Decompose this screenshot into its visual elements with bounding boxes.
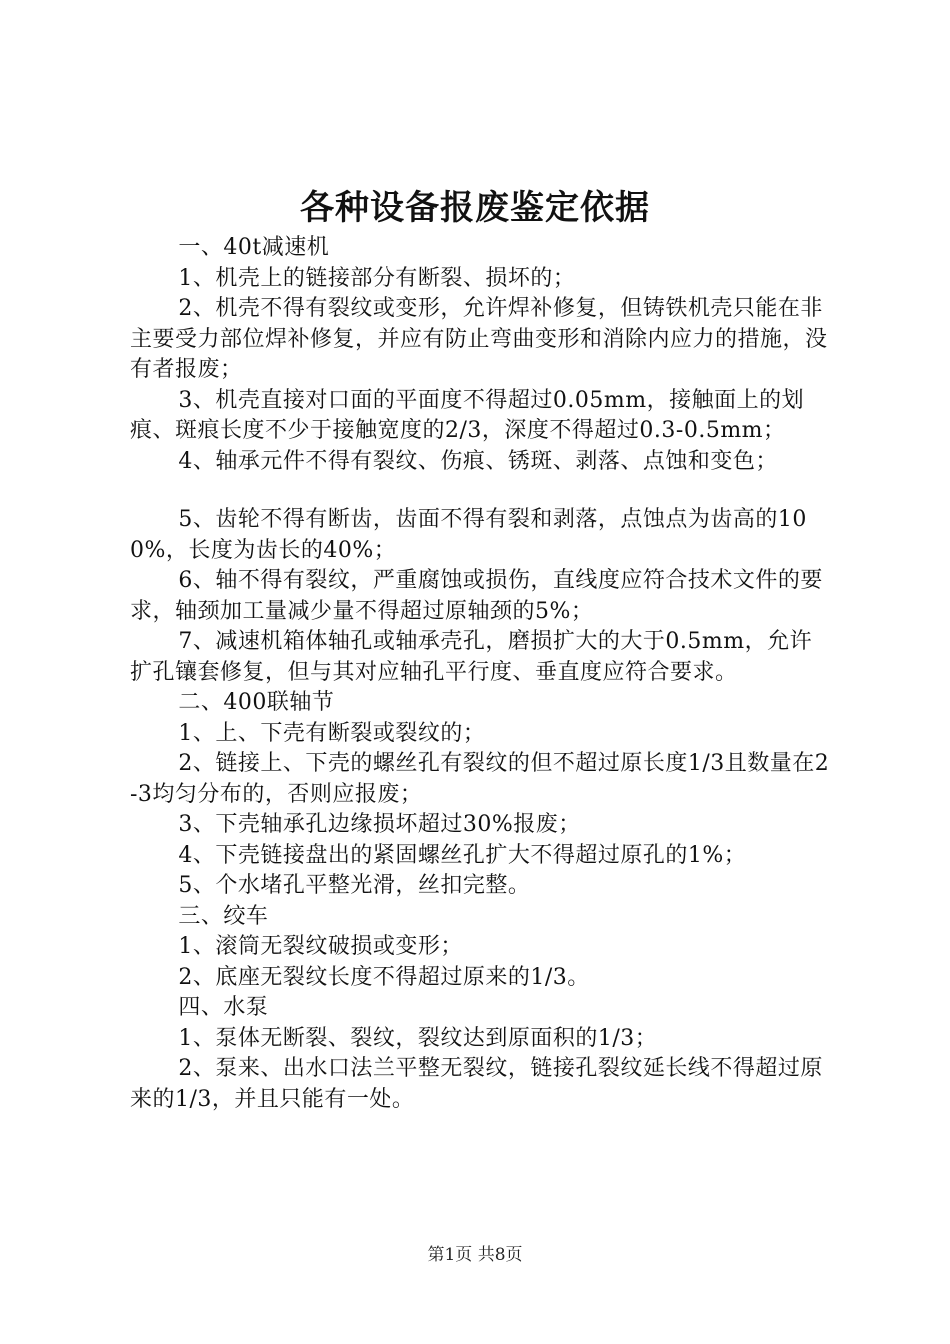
paragraph: 4、轴承元件不得有裂纹、伤痕、锈斑、剥落、点蚀和变色； (178, 448, 778, 474)
paragraph: 4、下壳链接盘出的紧固螺丝孔扩大不得超过原孔的1%； (178, 842, 747, 868)
section-heading: 四、水泵 (178, 995, 269, 1020)
paragraph: 1、滚筒无裂纹破损或变形； (178, 934, 463, 959)
paragraph: 2、机壳不得有裂纹或变形，允许焊补修复，但铸铁机壳只能在非主要受力部位焊补修复，并应有防止弯曲变形和消除内应力的措施，没有者报废； (130, 296, 828, 382)
paragraph: 1、上、下壳有断裂或裂纹的； (178, 720, 486, 746)
paragraph: 5、齿轮不得有断齿，齿面不得有裂和剥落，点蚀点为齿高的100%，长度为齿长的40%； (130, 507, 807, 563)
document-body (130, 233, 830, 1115)
section-heading: 三、绞车 (178, 903, 269, 929)
paragraph: 1、泵体无断裂、裂纹，裂纹达到原面积的1/3； (178, 1025, 658, 1051)
paragraph: 3、下壳轴承孔边缘损坏超过30%报废； (178, 812, 581, 837)
paragraph: 5、个水堵孔平整光滑，丝扣完整。 (178, 873, 531, 898)
section-heading: 一、40t减速机 (178, 235, 330, 260)
paragraph: 3、机壳直接对口面的平面度不得超过0.05mm，接触面上的划痕、斑痕长度不少于接触宽度的2/3，深度不得超过0.3-0.5mm； (130, 387, 805, 443)
document-title: 各种设备报废鉴定依据 (300, 188, 650, 228)
page-number-footer: 第1页 共8页 (427, 1245, 523, 1265)
paragraph: 2、链接上、下壳的螺丝孔有裂纹的但不超过原长度1/3且数量在2-3均匀分布的，否则应报废； (130, 751, 830, 807)
section-heading: 二、400联轴节 (178, 690, 335, 715)
paragraph: 1、机壳上的链接部分有断裂、损坏的； (178, 265, 576, 291)
paragraph: 2、底座无裂纹长度不得超过原来的1/3。 (178, 964, 590, 990)
paragraph: 2、泵来、出水口法兰平整无裂纹，链接孔裂纹延长线不得超过原来的1/3，并且只能有一处。 (130, 1056, 823, 1112)
paragraph: 7、减速机箱体轴孔或轴承壳孔，磨损扩大的大于0.5mm，允许扩孔镶套修复，但与其对应轴孔平行度、垂直度应符合要求。 (130, 629, 813, 685)
paragraph: 6、轴不得有裂纹，严重腐蚀或损伤，直线度应符合技术文件的要求，轴颈加工量减少量不得超过原轴颈的5%； (130, 568, 823, 624)
